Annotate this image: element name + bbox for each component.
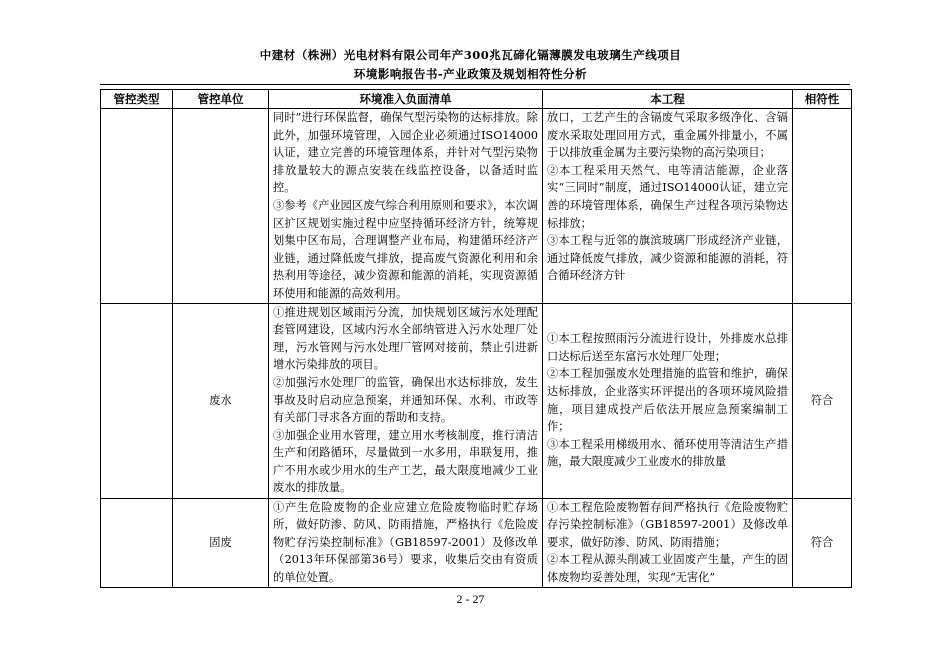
- cell-project: [543, 498, 793, 587]
- policy-conformity-table: [100, 89, 852, 588]
- table-row: [101, 109, 852, 304]
- cell-conformity: [793, 109, 852, 304]
- cell-requirements: [269, 498, 543, 587]
- requirement-item: ③加强企业用水管理，建立用水考核制度，推行清洁生产和闭路循环，尽量做到一水多用，串联复用，推广不用水或少用水的生产工艺，最大限度地减少工业废水的排放量。: [273, 428, 538, 495]
- col-header-requirements: 环境准入负面清单: [269, 90, 543, 109]
- header-rule: [100, 84, 850, 85]
- requirement-item: ①产生危险废物的企业应建立危险废物临时贮存场所，做好防渗、防风、防雨措施，严格执行《危险废物贮存污染控制标准》（GB18597-2001）及修改单（2013年环保部第36号）要求，收集后交由有资质的单位处置。: [273, 500, 538, 584]
- table-row: [101, 303, 852, 498]
- table-row: [101, 498, 852, 587]
- project-item: ①本工程按照雨污分流进行设计，外排废水总排口达标后送至东富污水处理厂处理；: [547, 332, 788, 363]
- col-header-type: 管控类型: [101, 90, 173, 109]
- cell-type: [101, 303, 173, 498]
- cell-type: [101, 109, 173, 304]
- requirement-item: 同时”进行环保监督，确保气型污染物的达标排放。除此外，加强环境管理，入园企业必须通过ISO14000认证，建立完善的环境管理体系，并针对气型污染物排放量较大的源点安装在线监控设备，以备适时监控。: [273, 111, 538, 195]
- cell-unit-solid-waste: 固废: [173, 498, 269, 587]
- report-subtitle: 环境影响报告书-产业政策及规划相符性分析: [353, 67, 588, 81]
- col-header-project: 本工程: [543, 90, 793, 109]
- project-item: ②本工程采用天然气、电等清洁能源，企业落实“三同时”制度，通过ISO14000认证，建立完善的环境管理体系，确保生产过程各项污染物达标排放；: [547, 163, 788, 230]
- report-title: 中建材（株洲）光电材料有限公司年产300兆瓦碲化镉薄膜发电玻璃生产线项目: [259, 48, 682, 62]
- col-header-unit: 管控单位: [173, 90, 269, 109]
- requirement-item: ①推进规划区域雨污分流，加快规划区域污水处理配套管网建设，区域内污水全部纳管进入污水处理厂处理，污水管网与污水处理厂管网对接前，禁止引进新增水污染排放的项目。: [273, 305, 538, 372]
- project-item: ②本工程从源头削减工业固废产生量，产生的固体废物均妥善处理，实现“无害化”: [547, 553, 788, 584]
- cell-requirements: [269, 109, 543, 304]
- cell-project: [543, 109, 793, 304]
- cell-unit-wastewater: 废水: [173, 303, 269, 498]
- project-item: ③本工程采用梯级用水、循环使用等清洁生产措施，最大限度减少工业废水的排放量: [547, 437, 788, 469]
- project-item: ②本工程加强废水处理措施的监管和维护，确保达标排放，企业落实环评提出的各项环境风险措施，项目建成投产后依法开展应急预案编制工作；: [547, 367, 788, 434]
- cell-type: [101, 498, 173, 587]
- cell-conformity: 符合: [793, 498, 852, 587]
- requirement-item: ②加强污水处理厂的监管，确保出水达标排放，发生事故及时启动应急预案，并通知环保、水利、市政等有关部门寻求各方面的帮助和支持。: [273, 375, 538, 425]
- col-header-conformity: 相符性: [793, 90, 852, 109]
- cell-project: [543, 303, 793, 498]
- cell-unit: [173, 109, 269, 304]
- table-header-row: [101, 90, 852, 109]
- project-item: 放口，工艺产生的含镉废气采取多级净化、含镉废水采取处理回用方式，重金属外排量小，不属于以排放重金属为主要污染物的高污染项目；: [547, 111, 788, 160]
- requirement-item: ③参考《产业园区废气综合利用原则和要求》，本次调区扩区规划实施过程中应坚持循环经济方针，统筹规划集中区布局，合理调整产业布局，构建循环经济产业链，通过降低废气排放，提高废气资源化利用和余热利用等途径，减少资源和能源的消耗，实现资源循环使用和能源的高效利用。: [273, 198, 538, 300]
- cell-conformity: 符合: [793, 303, 852, 498]
- project-item: ③本工程与近邻的旗滨玻璃厂形成经济产业链，通过降低废气排放，减少资源和能源的消耗，符合循环经济方针: [547, 234, 788, 283]
- page-number: 2 - 27: [456, 592, 485, 606]
- project-item: ①本工程危险废物暂存间严格执行《危险废物贮存污染控制标准》（GB18597-2001）及修改单要求，做好防渗、防风、防雨措施；: [547, 500, 788, 549]
- cell-requirements: [269, 303, 543, 498]
